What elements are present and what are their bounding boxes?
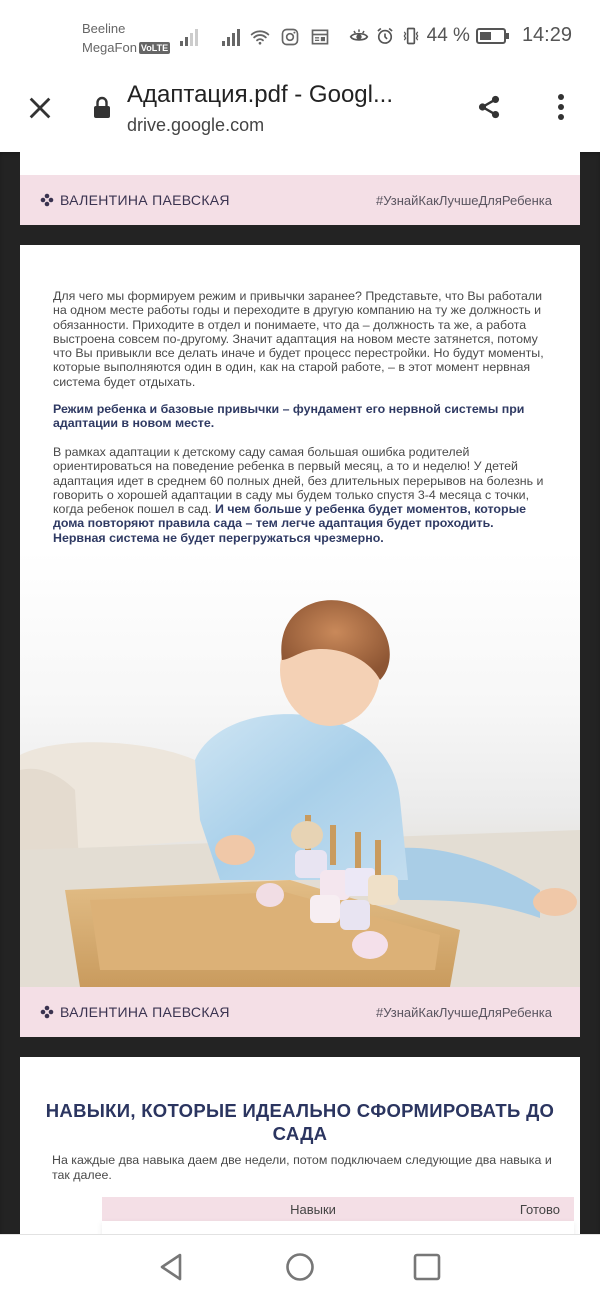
column-header-skills: Навыки (290, 1201, 336, 1217)
clock: 14:29 (521, 24, 572, 46)
wifi-icon (250, 27, 270, 47)
instagram-icon (280, 27, 300, 47)
page-footer (20, 987, 580, 1037)
column-header-done: Готово (519, 1201, 560, 1217)
custom-tab-toolbar (0, 72, 600, 152)
share-icon[interactable] (476, 94, 502, 120)
page-url: drive.google.com (127, 115, 265, 135)
pdf-page-2 (20, 245, 580, 1037)
brand-name: ВАЛЕНТИНА ПАЕВСКАЯ (60, 192, 230, 208)
back-icon[interactable] (156, 1251, 188, 1283)
brand-logo (40, 192, 230, 208)
brand-logo (40, 1004, 230, 1020)
paragraph-1: Для чего мы формируем режим и привычки заранее? Представьте, что Вы работали на одном месте работы годы и переходите в другую компанию на ту же должность и обязанности. Приходите в отдел и понимаете, что да – должность та же, а работа выстроена совсем по-другому. Значит адаптация на новом месте затянется, потому что Вы привыкли все делать иначе и будет процесс перестройки. Но будут моменты, которые выполняются один в один, как на старой работе, – в этот момент нервная система будет отдыхать. (53, 289, 544, 389)
system-nav-bar (0, 1234, 600, 1299)
eye-icon (349, 26, 369, 46)
pdf-page-1 (20, 152, 580, 225)
child-playing-photo (20, 550, 580, 987)
skills-subtitle: На каждые два навыка даем две недели, потом подключаем следующие два навыка и так далее. (52, 1153, 552, 1182)
paragraph-3-regular: В рамках адаптации к детскому саду самая большая ошибка родителей ориентироваться на поведение ребенка в первый месяц, а то и неделю! У детей адаптация идет в среднем 60 полных дней, без длительных перерывов на болезнь и говорить о хорошей адаптации в саду мы будем только спустя 3-4 месяца с точки, когда ребенок пошел в сад. (53, 445, 544, 517)
skills-heading: НАВЫКИ, КОТОРЫЕ ИДЕАЛЬНО СФОРМИРОВАТЬ ДО САДА (45, 1100, 555, 1144)
news-icon (310, 27, 330, 47)
signal-icon (222, 28, 240, 46)
paragraph-2-bold: Режим ребенка и базовые привычки – фундамент его нервной системы при адаптации в новом месте. (53, 402, 525, 431)
battery-icon (476, 27, 510, 45)
close-icon[interactable] (26, 94, 54, 122)
status-bar (0, 0, 600, 72)
brand-name: ВАЛЕНТИНА ПАЕВСКАЯ (60, 1004, 230, 1020)
alarm-icon (375, 26, 395, 46)
skills-table-header (102, 1197, 574, 1221)
lock-icon (93, 96, 111, 118)
pdf-page-3 (20, 1057, 580, 1234)
carrier-1: Beeline (82, 21, 126, 36)
brand-flower-icon (40, 1005, 54, 1019)
skills-table-body (102, 1221, 574, 1234)
paragraph-3-bold: И чем больше у ребенка будет моментов, которые дома повторяют правила сада – тем легче адаптация будет проходить. Нервная система не будет перегружаться чрезмерно. (53, 502, 527, 545)
skills-table (102, 1197, 574, 1234)
page-footer (20, 175, 580, 225)
more-vert-icon[interactable] (552, 92, 570, 122)
footer-hashtag: #УзнайКакЛучшеДляРебенка (375, 192, 552, 208)
brand-flower-icon (40, 193, 54, 207)
home-icon[interactable] (284, 1251, 316, 1283)
photo-illustration (20, 550, 580, 987)
paragraph-3 (53, 445, 549, 545)
recents-icon[interactable] (411, 1251, 443, 1283)
carrier-2: MegaFon (82, 40, 137, 55)
page-title: Адаптация.pdf - Googl... (127, 81, 393, 108)
footer-hashtag: #УзнайКакЛучшеДляРебенка (375, 1004, 552, 1020)
vibrate-icon (401, 26, 421, 46)
signal-weak-icon (180, 28, 198, 46)
pdf-viewer[interactable] (0, 152, 600, 1234)
volte-badge: VoLTE (140, 43, 169, 53)
battery-percent: 44 % (426, 24, 470, 46)
carrier-info (82, 19, 170, 57)
